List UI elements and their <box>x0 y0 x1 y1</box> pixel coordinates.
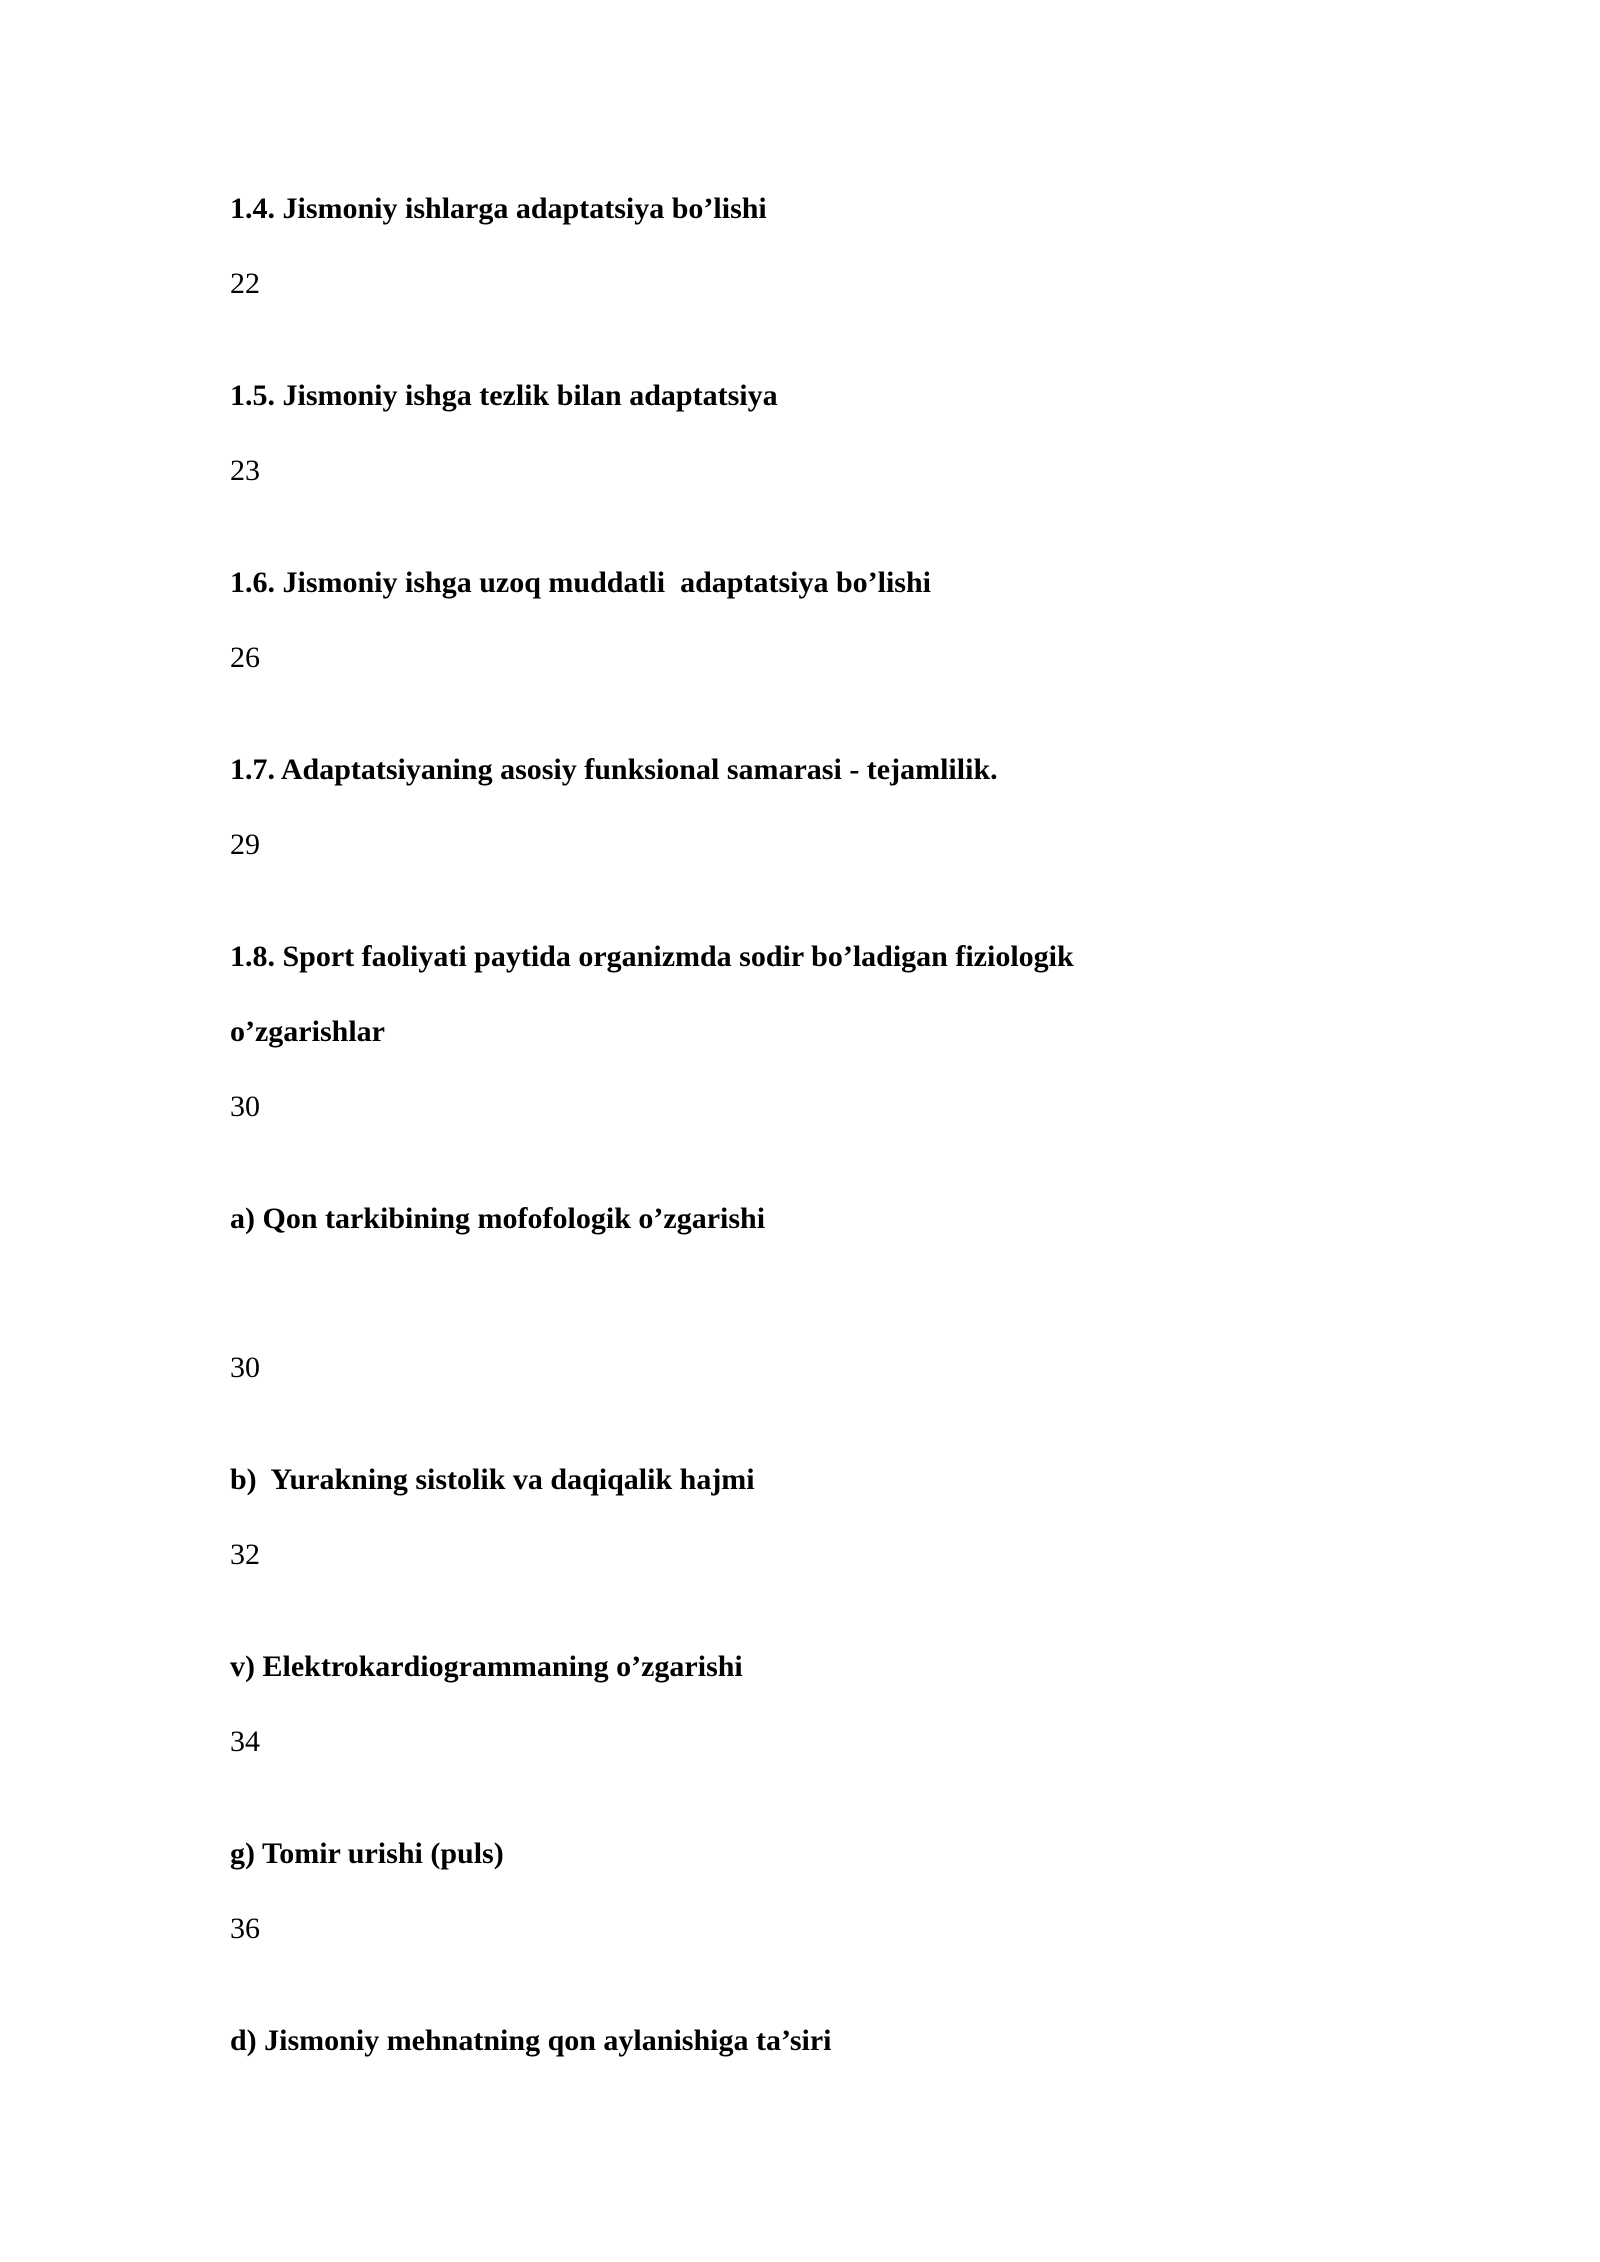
toc-entry-title: 1.4. Jismoniy ishlarga adaptatsiya bo’lishi <box>230 192 767 225</box>
toc-entry-title: 1.7. Adaptatsiyaning asosiy funksional samarasi - tejamlilik. <box>230 753 998 786</box>
toc-entry-title: 1.8. Sport faoliyati paytida organizmda sodir bo’ladigan fiziologik <box>230 940 1074 973</box>
toc-entry-page: 22 <box>230 267 260 300</box>
toc-entry-title-continuation: o’zgarishlar <box>230 1015 385 1048</box>
toc-entry-title: g) Tomir urishi (puls) <box>230 1837 504 1870</box>
toc-entry-page: 26 <box>230 641 260 674</box>
toc-entry-page: 30 <box>230 1090 260 1123</box>
toc-entry-page: 34 <box>230 1725 260 1758</box>
toc-entry-title: a) Qon tarkibining mofofologik o’zgarishi <box>230 1202 766 1235</box>
toc-entry-title: 1.5. Jismoniy ishga tezlik bilan adaptatsiya <box>230 379 778 412</box>
toc-entry-page: 36 <box>230 1912 260 1945</box>
toc-entry-page: 32 <box>230 1538 260 1571</box>
toc-entry-title: d) Jismoniy mehnatning qon aylanishiga ta’siri <box>230 2024 832 2057</box>
toc-entry-title: v) Elektrokardiogrammaning o’zgarishi <box>230 1650 743 1683</box>
toc-entry-page: 30 <box>230 1351 260 1384</box>
toc-entry-title: 1.6. Jismoniy ishga uzoq muddatli adaptatsiya bo’lishi <box>230 566 932 599</box>
toc-entry-page: 29 <box>230 828 260 861</box>
toc-entry-title: b) Yurakning sistolik va daqiqalik hajmi <box>230 1463 755 1496</box>
toc-entry-page: 23 <box>230 454 260 487</box>
